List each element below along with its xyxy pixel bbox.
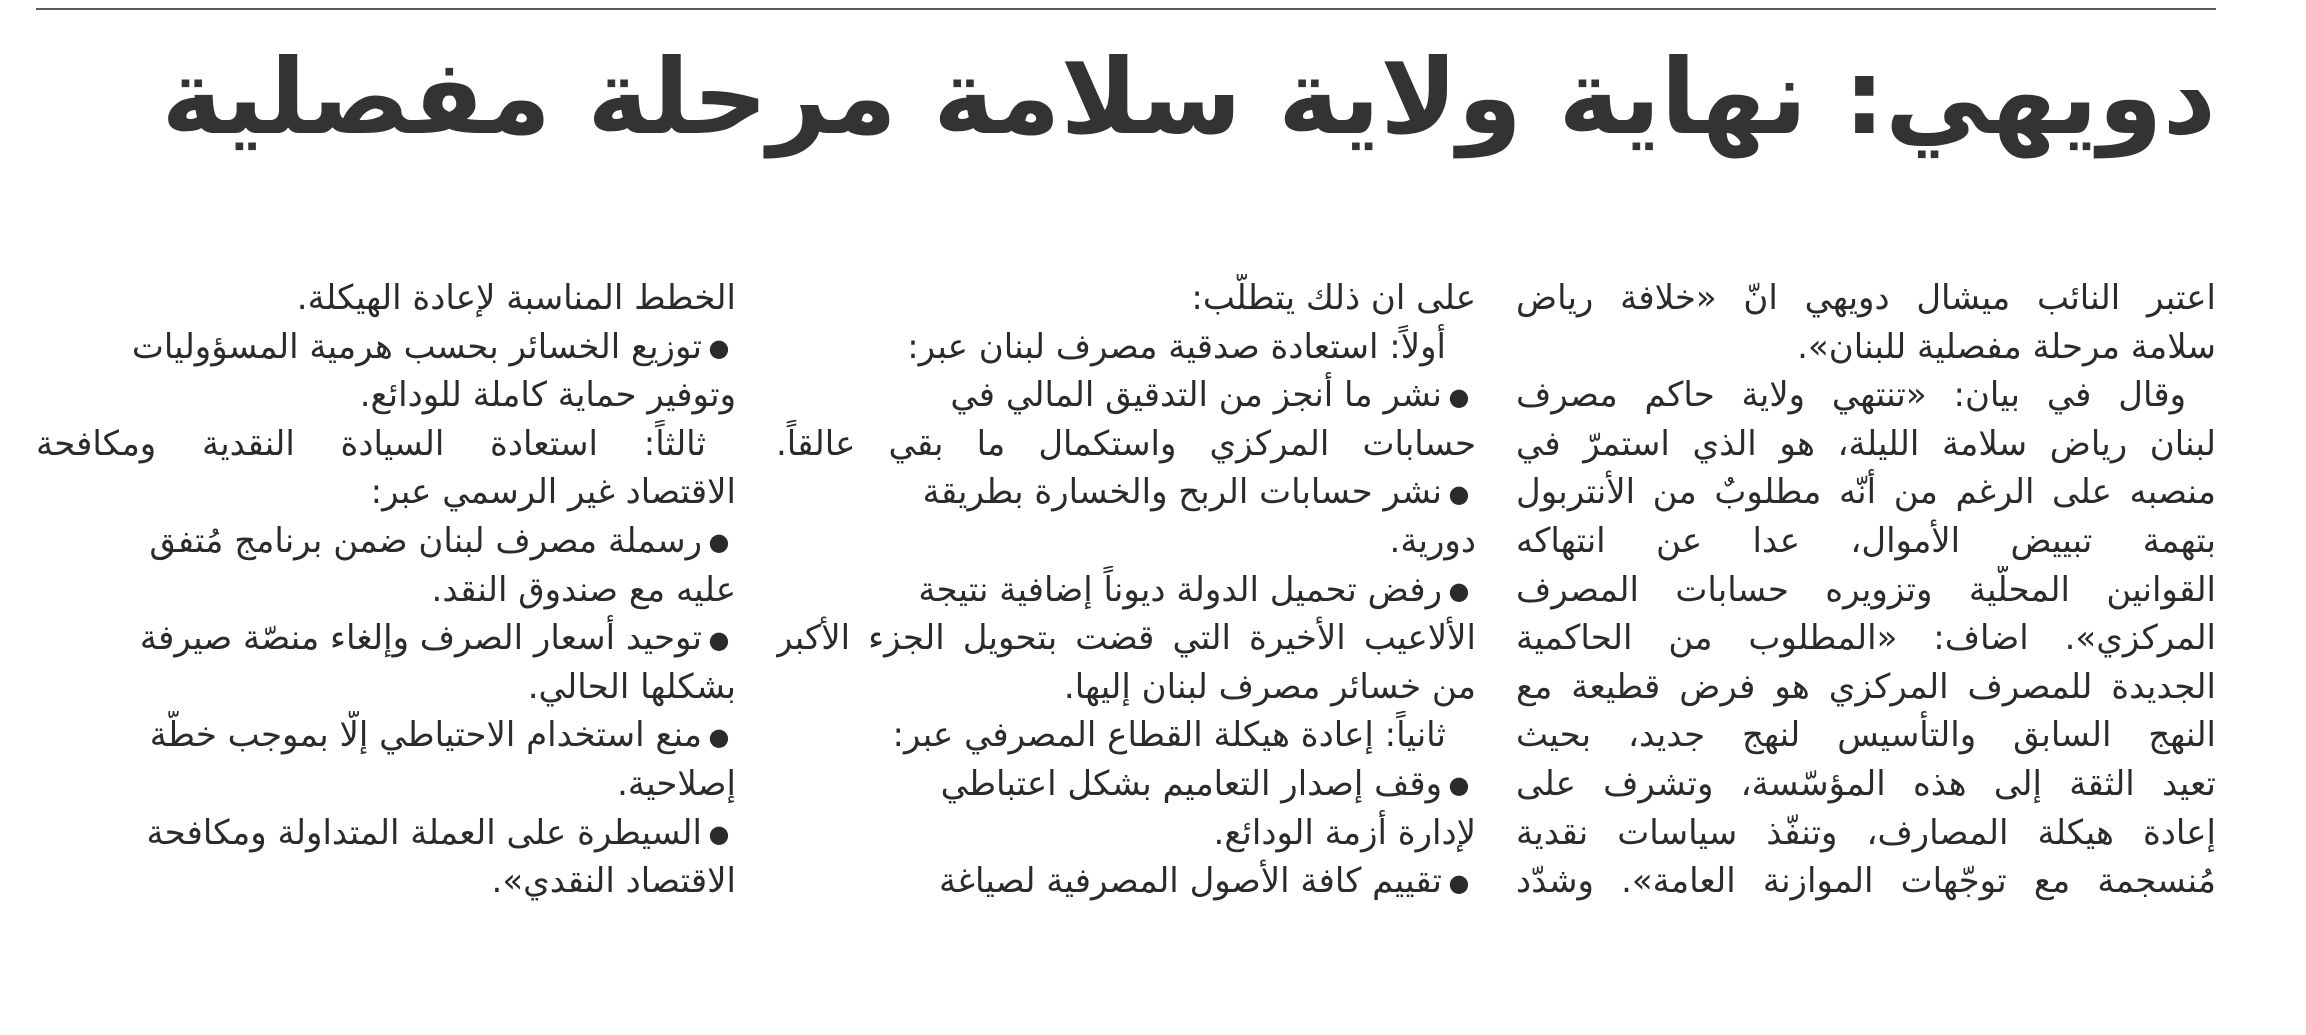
paragraph-line: حسابات المركزي واستكمال ما بقي عالقاً. xyxy=(776,423,1476,464)
list-item-text: منع استخدام الاحتياطي إلّا بموجب خطّة xyxy=(149,715,702,756)
paragraph-line: الخطط المناسبة لإعادة الهيكلة. xyxy=(296,278,736,318)
article-body xyxy=(36,274,2216,954)
bullet-icon: ● xyxy=(708,820,730,849)
bullet-icon: ● xyxy=(708,722,730,751)
paragraph-line: الألاعيب الأخيرة التي قضت بتحويل الجزء الأكبر xyxy=(776,618,1476,659)
list-item-text: توزيع الخسائر بحسب هرمية المسؤوليات xyxy=(131,326,702,367)
section-heading-line: أولاً: استعادة صدقية مصرف لبنان عبر: xyxy=(907,326,1446,367)
paragraph-line: على ان ذلك يتطلّب: xyxy=(1191,278,1476,318)
paragraph-line: وقال في بيان: «تنتهي ولاية حاكم مصرف xyxy=(1516,375,2186,416)
paragraph-line: لإدارة أزمة الودائع. xyxy=(1213,812,1476,853)
list-item xyxy=(36,517,736,566)
bullet-icon: ● xyxy=(1448,479,1470,508)
paragraph-line: بشكلها الحالي. xyxy=(527,666,736,707)
bullet-icon: ● xyxy=(1448,771,1470,800)
bullet-icon: ● xyxy=(1448,868,1470,897)
paragraph-line: مُنسجمة مع توجّهات الموازنة العامة». وشدّد xyxy=(1516,861,2216,902)
paragraph-line: وتوفير حماية كاملة للودائع. xyxy=(359,375,736,416)
bullet-icon: ● xyxy=(1448,577,1470,606)
paragraph-line: عليه مع صندوق النقد. xyxy=(431,569,736,610)
list-item-text: رفض تحميل الدولة ديوناً إضافية نتيجة xyxy=(918,569,1442,610)
article-headline: دويهي: نهاية ولاية سلامة مرحلة مفصلية xyxy=(161,36,2216,158)
paragraph-line: إصلاحية. xyxy=(617,763,736,804)
bullet-icon: ● xyxy=(708,625,730,654)
paragraph-line: الجديدة للمصرف المركزي هو فرض قطيعة مع xyxy=(1516,666,2216,707)
list-item xyxy=(776,857,1476,906)
list-item xyxy=(36,323,736,372)
list-item xyxy=(776,566,1476,615)
list-item xyxy=(776,760,1476,809)
list-item xyxy=(36,711,736,760)
paragraph-line: الاقتصاد النقدي». xyxy=(491,861,736,902)
list-item xyxy=(36,614,736,663)
list-item xyxy=(36,809,736,858)
list-item-text: وقف إصدار التعاميم بشكل اعتباطي xyxy=(940,763,1442,804)
article-column-3 xyxy=(36,274,736,954)
paragraph-line: إعادة هيكلة المصارف، وتنفّذ سياسات نقدية xyxy=(1516,812,2216,853)
paragraph-line: القوانين المحلّية وتزويره حسابات المصرف xyxy=(1516,569,2216,610)
top-rule xyxy=(36,8,2216,10)
article-column-2 xyxy=(776,274,1476,954)
paragraph-line: دورية. xyxy=(1389,520,1476,561)
section-heading-line: ثانياً: إعادة هيكلة القطاع المصرفي عبر: xyxy=(892,715,1446,756)
paragraph-line: اعتبر النائب ميشال دويهي انّ «خلافة رياض xyxy=(1516,278,2216,318)
list-item-text: رسملة مصرف لبنان ضمن برنامج مُتفق xyxy=(149,520,702,561)
bullet-icon: ● xyxy=(708,528,730,557)
paragraph-line: الاقتصاد غير الرسمي عبر: xyxy=(370,472,736,513)
paragraph-line: المركزي». اضاف: «المطلوب من الحاكمية xyxy=(1516,618,2216,659)
list-item xyxy=(776,371,1476,420)
list-item-text: نشر حسابات الربح والخسارة بطريقة xyxy=(922,472,1442,513)
list-item-text: نشر ما أُنجز من التدقيق المالي في xyxy=(950,375,1442,416)
paragraph-line: لبنان رياض سلامة الليلة، هو الذي استمرّ في xyxy=(1516,423,2216,464)
list-item-text: السيطرة على العملة المتداولة ومكافحة xyxy=(146,812,702,853)
paragraph-line: سلامة مرحلة مفصلية للبنان». xyxy=(1797,326,2216,367)
bullet-icon: ● xyxy=(1448,382,1470,411)
paragraph-line: تعيد الثقة إلى هذه المؤسّسة، وتشرف على xyxy=(1516,763,2216,804)
paragraph-line: بتهمة تبييض الأموال، عدا عن انتهاكه xyxy=(1516,520,2216,561)
paragraph-line: منصبه على الرغم من أنّه مطلوبٌ من الأنتربول xyxy=(1516,472,2216,513)
section-heading-line: ثالثاً: استعادة السيادة النقدية ومكافحة xyxy=(36,423,706,464)
list-item xyxy=(776,468,1476,517)
paragraph-line: النهج السابق والتأسيس لنهج جديد، بحيث xyxy=(1516,715,2216,756)
list-item-text: توحيد أسعار الصرف وإلغاء منصّة صيرفة xyxy=(139,618,702,659)
article-column-1 xyxy=(1516,274,2216,954)
list-item-text: تقييم كافة الأصول المصرفية لصياغة xyxy=(939,861,1442,902)
paragraph-line: من خسائر مصرف لبنان إليها. xyxy=(1063,666,1476,707)
bullet-icon: ● xyxy=(708,334,730,363)
